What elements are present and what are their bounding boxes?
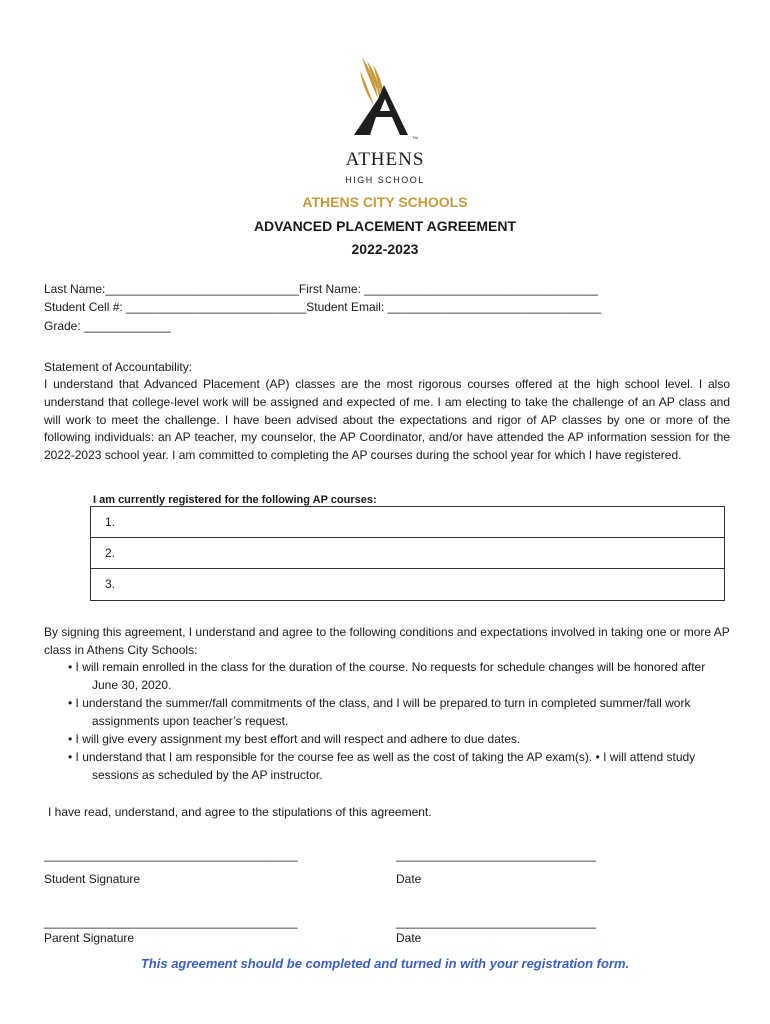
logo-subtitle: HIGH SCHOOL xyxy=(345,175,425,185)
condition-summer-work: • I understand the summer/fall commitments of the class, and I will be prepared to turn in completed summer/fall work assignments upon teacher’s request. xyxy=(68,696,691,728)
contact-fields-line[interactable]: Student Cell #: ___________________________Student Email: ________________________________ xyxy=(44,300,602,314)
document-title: ADVANCED PLACEMENT AGREEMENT xyxy=(253,218,517,234)
parent-date-label: Date xyxy=(396,931,422,945)
school-name: ATHENS CITY SCHOOLS xyxy=(302,194,468,210)
conditions-list xyxy=(44,658,734,784)
student-date-label: Date xyxy=(396,872,422,886)
course-row-2[interactable]: 2. xyxy=(91,538,724,569)
conditions-intro: By signing this agreement, I understand and agree to the following conditions and expectations involved in taking one or more AP class in Athens City Schools: xyxy=(44,625,730,657)
condition-fees: • I understand that I am responsible for the course fee as well as the cost of taking the AP exam(s). • I will attend study sessions as scheduled by the AP instructor. xyxy=(68,750,696,782)
agreement-statement: I have read, understand, and agree to the stipulations of this agreement. xyxy=(48,805,432,819)
winged-a-logo-icon xyxy=(340,55,430,150)
condition-enrollment: • I will remain enrolled in the class for the duration of the course. No requests for schedule changes will be honored after June 30, 2020. xyxy=(68,660,706,692)
courses-label: I am currently registered for the following AP courses: xyxy=(93,494,377,506)
course-row-1[interactable]: 1. xyxy=(91,507,724,538)
parent-date-line[interactable]: ______________________________ xyxy=(396,915,597,929)
footer-note: This agreement should be completed and turned in with your registration form. xyxy=(140,956,630,971)
courses-table xyxy=(90,506,725,601)
student-signature-line[interactable]: ______________________________________ xyxy=(44,848,298,862)
student-date-line[interactable]: ______________________________ xyxy=(396,848,597,862)
name-fields-line[interactable]: Last Name:_____________________________First Name: ___________________________________ xyxy=(44,282,598,296)
logo-name: ATHENS xyxy=(345,149,425,170)
athens-logo xyxy=(340,55,430,190)
svg-text:TM: TM xyxy=(412,135,418,140)
parent-signature-line[interactable]: ______________________________________ xyxy=(44,915,298,929)
school-year: 2022-2023 xyxy=(351,241,419,257)
statement-body: I understand that Advanced Placement (AP) classes are the most rigorous courses offered at the high school level. I also understand that college-level work will be assigned and expected of me. I am electing to take the challenge of an AP class and will work to meet the challenge. I have been advised about the expectations and rigor of AP classes by one or more of the following individuals: an AP teacher, my counselor, the AP Coordinator, and/or have attended the AP information session for the 2022-2023 school year. I am committed to completing the AP courses during the school year for which I have registered. xyxy=(44,377,730,463)
condition-effort: • I will give every assignment my best effort and will respect and adhere to due dates. xyxy=(68,732,521,746)
parent-signature-label: Parent Signature xyxy=(44,931,135,945)
student-signature-label: Student Signature xyxy=(44,872,141,886)
statement-heading: Statement of Accountability: xyxy=(44,360,193,374)
course-row-3[interactable]: 3. xyxy=(105,577,116,591)
grade-field-line[interactable]: Grade: _____________ xyxy=(44,319,171,333)
